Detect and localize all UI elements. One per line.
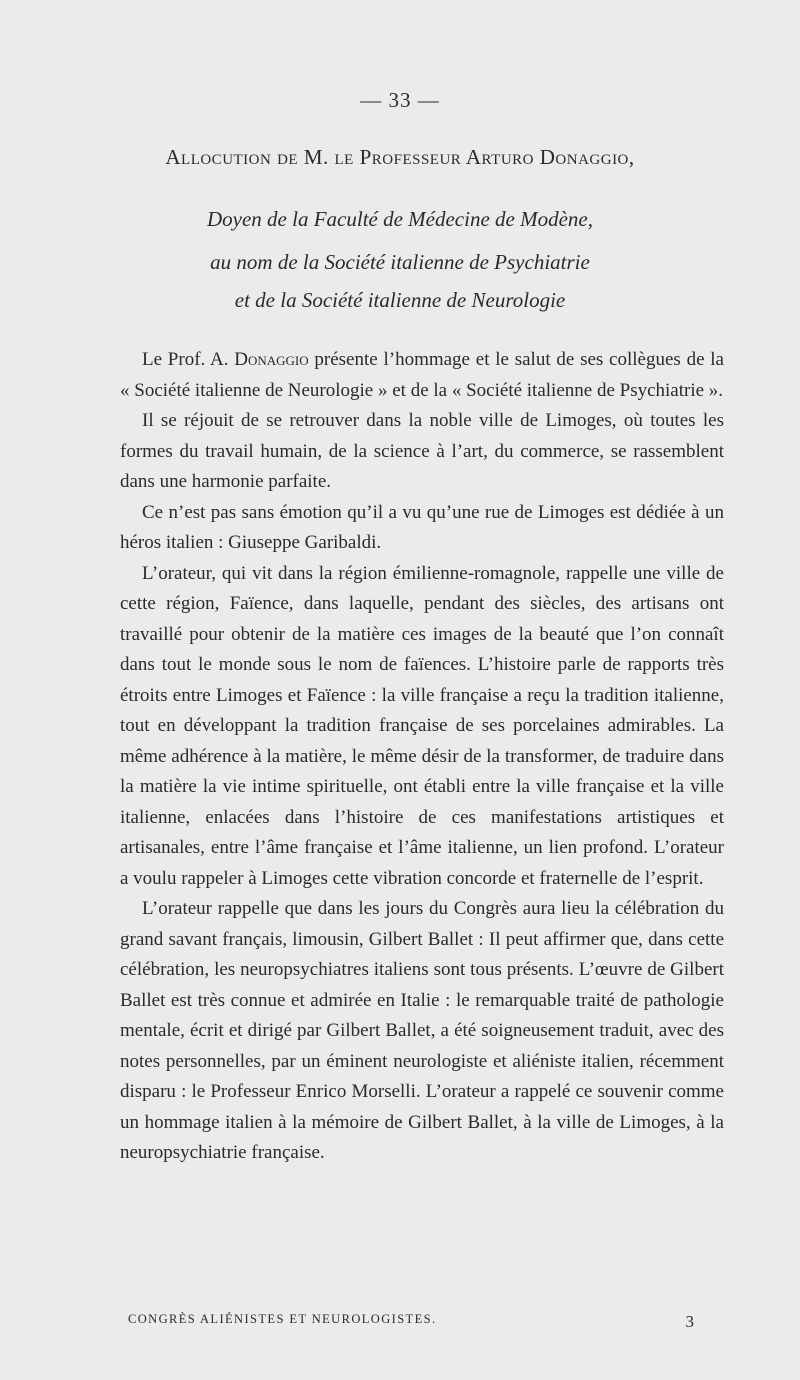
- page-footer: [128, 1312, 694, 1332]
- paragraph-5: L’orateur rappelle que dans les jours du Congrès aura lieu la célébration du grand savant français, limousin, Gilbert Ballet : Il peut affirmer que, dans cette célébration, les neuropsychiatres italiens sont tous présents. L’œuvre de Gilbert Ballet est très connue et admirée en Italie : le remarquable traité de pathologie mentale, écrit et dirigé par Gilbert Ballet, a été soigneusement traduit, avec des notes personnelles, par un éminent neurologiste et aliéniste italien, récemment disparu : le Professeur Enrico Morselli. L’orateur a rappelé ce souvenir comme un hommage italien à la mémoire de Gilbert Ballet, à la ville de Limoges, à la neuropsychiatrie française.: [120, 898, 724, 1163]
- footer-sheet-number: 3: [685, 1312, 694, 1331]
- paragraph-3: Ce n’est pas sans émotion qu’il a vu qu’une rue de Limoges est dédiée à un héros italien : Giuseppe Garibaldi.: [120, 501, 724, 553]
- paragraph-1-prefix: Le Prof. A.: [142, 349, 235, 370]
- paragraph-4: L’orateur, qui vit dans la région émilienne-romagnole, rappelle une ville de cette région, Faïence, dans laquelle, pendant des siècles, des artisans ont travaillé pour obtenir de la matière ces images de la beauté que l’on connaît dans tout le monde sous le nom de faïences. L’histoire parle de rapports très étroits entre Limoges et Faïence : la ville française a reçu la tradition italienne, tout en développant la tradition française de ses porcelaines admirables. La même adhérence à la matière, le même désir de la transformer, de traduire dans la matière la vie intime spirituelle, ont établi entre la ville française et la ville italienne, enlacées dans l’histoire de ces manifestations artistiques et artisanales, entre l’âme française et l’âme italienne, un lien profond. L’orateur a voulu rappeler à Limoges cette vibration concorde et fraternelle de l’esprit.: [120, 562, 724, 889]
- paragraph-2: Il se réjouit de se retrouver dans la noble ville de Limoges, où toutes les formes du travail humain, de la science à l’art, du commerce, se rassemblent dans une harmonie parfaite.: [120, 410, 724, 492]
- paragraph-1-rest: présente l’hommage et le salut de ses collègues de la « Société italienne de Neurologie » et de la « Société italienne de Psychiatrie ».: [120, 349, 724, 401]
- footer-signature: CONGRÈS ALIÉNISTES ET NEUROLOGISTES.: [128, 1312, 437, 1326]
- subtitle-line-1: Doyen de la Faculté de Médecine de Modène,: [207, 207, 593, 231]
- body-text: [120, 345, 724, 1169]
- speaker-name: Donaggio: [234, 349, 309, 370]
- subtitle-line-3: et de la Société italienne de Neurologie: [234, 288, 566, 312]
- paragraph-1: [120, 345, 724, 406]
- speech-heading: Allocution de M. le Professeur Arturo Donaggio,: [165, 145, 635, 169]
- page-number: — 33 —: [360, 88, 440, 112]
- subtitle-line-2: au nom de la Société italienne de Psychiatrie: [210, 250, 590, 274]
